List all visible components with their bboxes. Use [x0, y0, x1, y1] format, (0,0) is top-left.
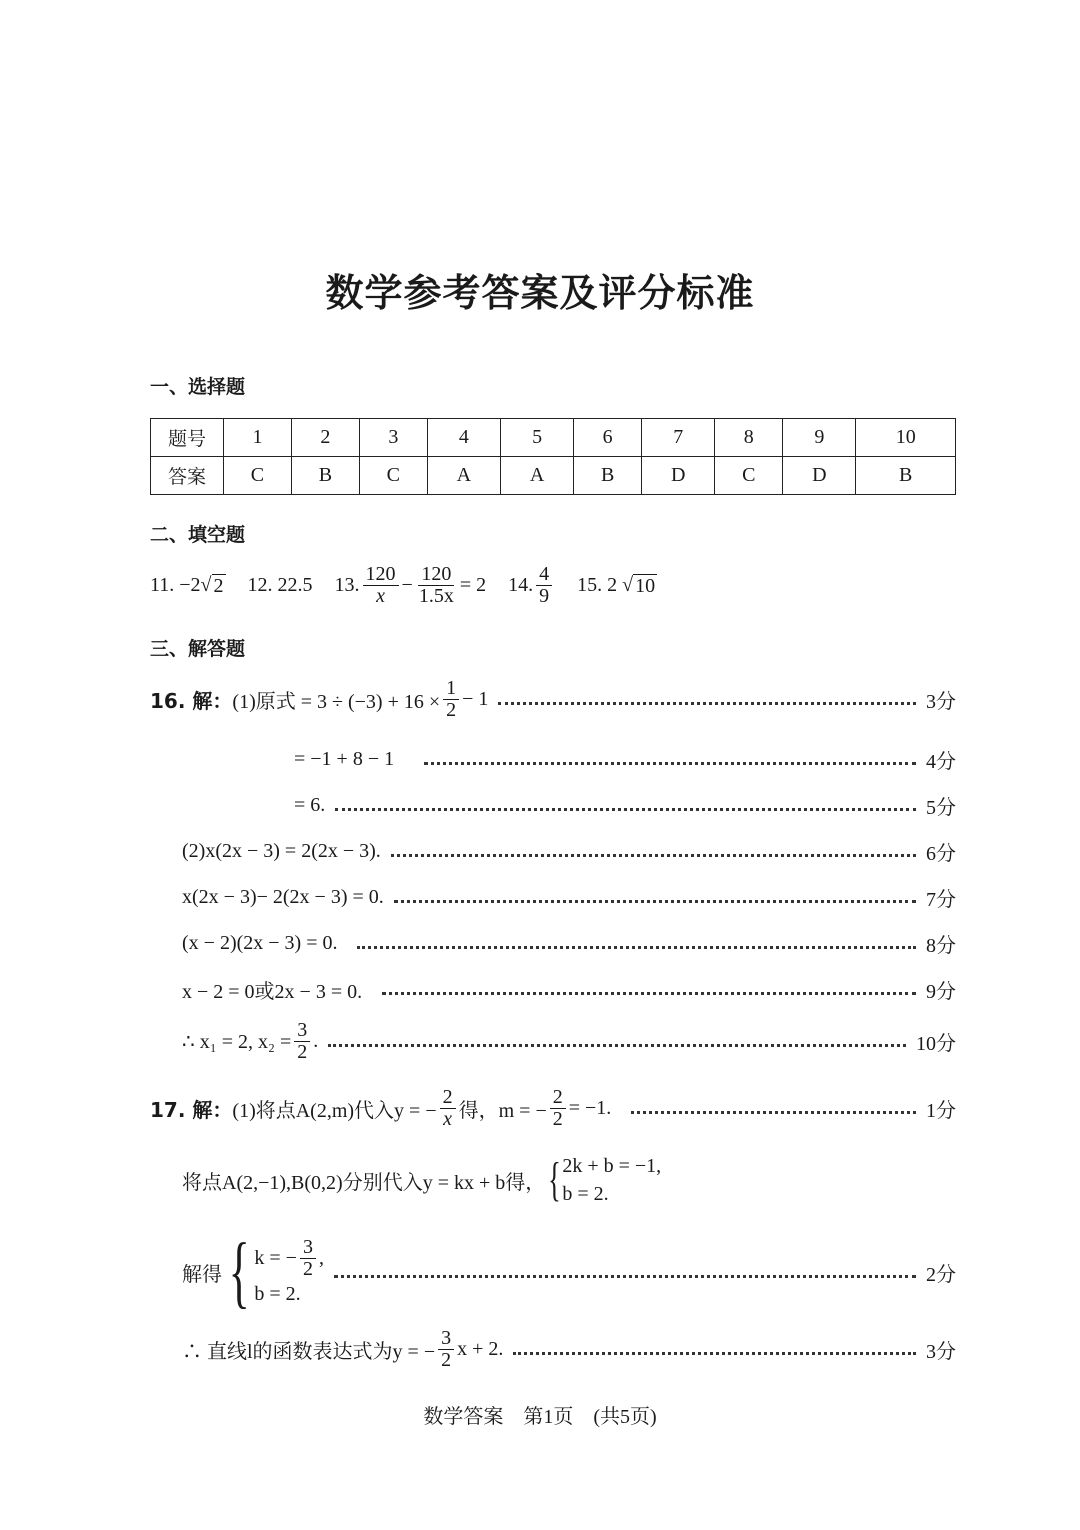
q16-line-1	[150, 678, 956, 721]
table-cell: B	[856, 457, 956, 495]
q16-line-3	[294, 791, 956, 820]
score-label: 8分	[926, 935, 956, 957]
dotted-leader	[394, 900, 916, 903]
q17-line4-tail: x + 2.	[457, 1338, 504, 1360]
q11-radicand: 2	[213, 574, 224, 597]
fraction-denominator: 2	[441, 1349, 452, 1371]
left-brace-icon: {	[548, 1153, 562, 1206]
fraction-denominator: 2	[302, 1257, 313, 1280]
q17-line-2	[182, 1152, 661, 1208]
fraction-numerator: 120	[418, 564, 454, 586]
dotted-leader	[335, 808, 916, 811]
equation-2: b = 2.	[562, 1183, 609, 1205]
fraction-numerator: 120	[363, 564, 399, 586]
q17-line2-text: 将点A(2,−1),B(0,2)分别代入y = kx + b得，	[182, 1171, 546, 1194]
table-cell: 3	[359, 419, 427, 457]
table-row-numbers	[151, 419, 956, 457]
dotted-leader	[513, 1352, 916, 1355]
table-cell: C	[224, 457, 292, 495]
q13-rhs: = 2	[459, 574, 487, 596]
q17-line4-fraction	[438, 1328, 454, 1371]
table-cell: A	[427, 457, 500, 495]
q17-fraction-1	[440, 1087, 456, 1130]
q16-line6-text: (x − 2)(2x − 3) = 0.	[182, 932, 338, 954]
table-cell: C	[715, 457, 783, 495]
fraction-denominator: 9	[539, 585, 550, 607]
q16-line-8	[182, 1020, 956, 1063]
fraction-denominator: 1.5x	[418, 585, 454, 607]
table-cell: 10	[856, 419, 956, 457]
q14-label: 14.	[508, 574, 534, 596]
solution-k-text: k = −	[254, 1247, 297, 1269]
q16-line5-text: x(2x − 3)− 2(2x − 3) = 0.	[182, 886, 384, 908]
fraction-numerator: 3	[300, 1237, 316, 1259]
solution-k-fraction	[300, 1237, 316, 1280]
score-label: 1分	[926, 1100, 956, 1122]
dotted-leader	[498, 702, 916, 705]
table-cell: D	[642, 457, 715, 495]
score-label: 3分	[926, 691, 956, 713]
score-label: 2分	[926, 1263, 956, 1286]
q16-fraction	[443, 678, 459, 721]
table-cell: A	[501, 457, 574, 495]
table-cell: B	[291, 457, 359, 495]
dotted-leader	[631, 1111, 916, 1114]
q11-label: 11.	[150, 574, 175, 596]
q13-minus: −	[401, 574, 413, 596]
page-footer: 数学答案 第1页 (共5页)	[423, 1406, 657, 1428]
fraction-numerator: 3	[438, 1328, 454, 1350]
q16-line-2	[294, 745, 956, 774]
table-row-answers	[151, 457, 956, 495]
q16-line2-text: = −1 + 8 − 1	[294, 748, 395, 770]
section-solution-heading: 三、解答题	[150, 638, 246, 660]
q17-line-4	[182, 1328, 956, 1371]
fraction-numerator: 4	[536, 564, 552, 586]
radical-icon: √	[200, 574, 212, 596]
equation-1: 2k + b = −1,	[562, 1155, 662, 1177]
table-cell: 9	[783, 419, 856, 457]
table-cell: 6	[574, 419, 642, 457]
score-label: 7分	[926, 889, 956, 911]
q13-label: 13.	[334, 574, 360, 596]
score-label: 6分	[926, 843, 956, 865]
fraction-numerator: 1	[443, 678, 459, 700]
solution-k	[254, 1237, 324, 1280]
fraction-denominator: 2	[446, 699, 457, 721]
score-label: 3分	[926, 1341, 956, 1363]
section-choice-heading: 一、选择题	[150, 376, 246, 398]
q16-line8-text: ∴ x₁ = 2, x₂ =	[182, 1031, 292, 1053]
q16-line-5	[182, 883, 956, 912]
q15-label: 15. 2	[577, 574, 618, 596]
table-cell: 1	[224, 419, 292, 457]
table-header-cell: 题号	[151, 419, 224, 457]
q16-label: 16. 解：	[150, 689, 233, 713]
score-label: 10分	[916, 1033, 956, 1055]
score-label: 5分	[926, 797, 956, 819]
score-label: 4分	[926, 751, 956, 773]
q16-line7-text: x − 2 = 0或2x − 3 = 0.	[182, 981, 363, 1003]
q16-line-7	[182, 975, 956, 1004]
q16-line-6	[182, 929, 956, 958]
q16-line8-tail: .	[313, 1030, 319, 1052]
q12-answer: 12. 22.5	[247, 574, 313, 596]
page-title: 数学参考答案及评分标准	[325, 271, 755, 315]
dotted-leader	[334, 1275, 916, 1278]
table-header-cell: 答案	[151, 457, 224, 495]
q17-line-3	[182, 1228, 956, 1316]
table-cell: C	[359, 457, 427, 495]
dotted-leader	[391, 854, 916, 857]
table-cell: 4	[427, 419, 500, 457]
solution-k-comma: ,	[318, 1247, 324, 1269]
fill-answers-line	[150, 564, 657, 607]
q14-fraction	[536, 564, 552, 607]
dotted-leader	[424, 762, 916, 765]
q13-fraction-2	[416, 564, 457, 607]
dotted-leader	[382, 992, 916, 995]
score-label: 9分	[926, 981, 956, 1003]
section-fill-heading: 二、填空题	[150, 524, 246, 546]
fraction-numerator: 2	[440, 1087, 456, 1109]
q16-line1-text: (1)原式 = 3 ÷ (−3) + 16 ×	[232, 691, 441, 713]
fraction-denominator: 2	[297, 1041, 308, 1063]
q17-line-1	[150, 1087, 956, 1130]
table-cell: 8	[715, 419, 783, 457]
radical-icon: √	[622, 574, 634, 596]
q17-line3-label: 解得	[182, 1263, 222, 1286]
solution-b: b = 2.	[254, 1282, 301, 1305]
q16-line8-fraction	[294, 1020, 310, 1063]
q16-line-4	[182, 837, 956, 866]
fraction-numerator: 3	[294, 1020, 310, 1042]
dotted-leader	[328, 1044, 906, 1047]
q17-line1-mid: 得，m = −	[458, 1100, 547, 1122]
solution-system	[254, 1237, 324, 1308]
q13-fraction-1	[363, 564, 399, 607]
fraction-denominator: 2	[552, 1108, 563, 1130]
table-cell: 2	[291, 419, 359, 457]
table-cell: 7	[642, 419, 715, 457]
table-cell: D	[783, 457, 856, 495]
q17-line1-tail: = −1.	[568, 1097, 612, 1119]
q16-line1-tail: − 1	[462, 688, 489, 710]
q16-line3-text: = 6.	[294, 794, 326, 816]
q15-radicand: 10	[635, 574, 656, 597]
q17-line4-text: ∴ 直线l的函数表达式为y = −	[182, 1341, 436, 1363]
dotted-leader	[357, 946, 916, 949]
q17-label: 17. 解：	[150, 1098, 233, 1122]
q11-coef: −2	[179, 574, 201, 596]
choice-answer-table	[150, 418, 956, 495]
fraction-numerator: 2	[550, 1087, 566, 1109]
table-cell: B	[574, 457, 642, 495]
left-brace-icon: {	[228, 1228, 250, 1316]
table-cell: 5	[501, 419, 574, 457]
q16-line4-text: (2)x(2x − 3) = 2(2x − 3).	[182, 840, 381, 862]
fraction-denominator: x	[443, 1108, 453, 1130]
equation-system	[562, 1152, 661, 1208]
fraction-denominator: x	[376, 585, 385, 607]
q17-line1-text: (1)将点A(2,m)代入y = −	[232, 1100, 437, 1122]
q17-fraction-2	[550, 1087, 566, 1130]
